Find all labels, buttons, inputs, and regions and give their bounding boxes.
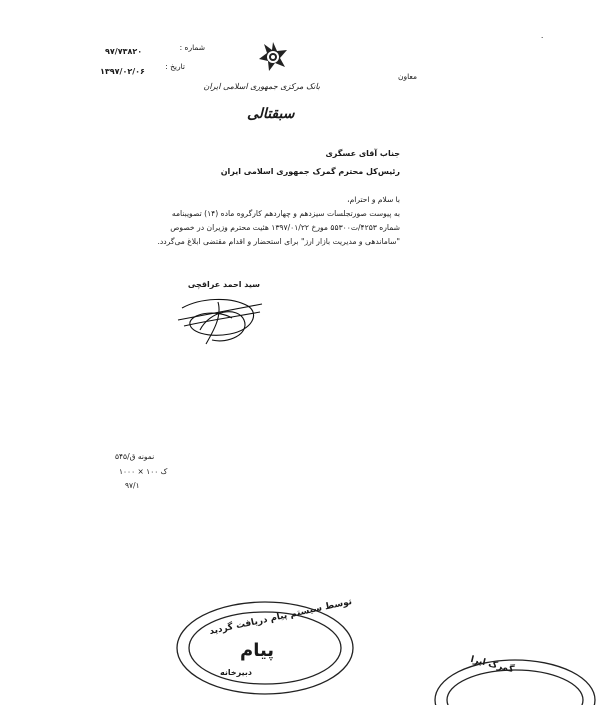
form-code-line-1: نمونه ق/۵۴۵	[115, 452, 155, 461]
stamp-received-text: توسط سیستم پیام دریافت گردید	[208, 596, 353, 638]
recipient-title: رئیس‌کل محترم گمرک جمهوری اسلامی ایران	[220, 167, 400, 176]
greeting: با سلام و احترام،	[347, 195, 400, 204]
central-bank-emblem-icon	[256, 40, 290, 74]
body-line-3: "ساماندهی و مدیریت بازار ارز" برای استحضار و اقدام مقتضی ابلاغ می‌گردد.	[157, 237, 400, 246]
bank-motto: سبقتالی	[247, 106, 295, 122]
body-line-1: به پیوست صورتجلسات سیزدهم و چهاردهم کارگروه ماده (۱۴) تصویبنامه	[171, 209, 400, 218]
letter-number: ۹۷/۷۳۸۲۰	[105, 47, 143, 56]
stamp-customs-text: گمرک ایرا	[469, 654, 515, 676]
form-code-line-3: ۹۷/۱	[125, 481, 140, 490]
signatory-name: سید احمد عراقچی	[187, 280, 260, 289]
stamp-bottom-text: دبیرخانه	[220, 668, 252, 677]
date-label: تاریخ :	[165, 62, 185, 71]
handwritten-signature	[170, 290, 270, 350]
number-label: شماره :	[179, 43, 205, 52]
customs-stamp-partial	[430, 645, 596, 705]
form-code-line-2: ۱۰۰۰ × ۱۰۰ ک	[119, 467, 168, 476]
stamp-payam: پیام	[240, 640, 275, 661]
recipient-salutation: جناب آقای عسگری	[325, 149, 400, 158]
body-line-2: شماره ۴۲۵۳/ت۵۵۳۰۰ مورخ ۱۳۹۷/۰۱/۲۲ هئیت محترم وزیران در خصوص	[170, 223, 400, 232]
bank-name: بانک مرکزی جمهوری اسلامی ایران	[203, 82, 320, 91]
deputy-role: معاون	[398, 72, 418, 81]
corner-mark: ۰	[540, 33, 545, 42]
letter-date: ۱۳۹۷/۰۲/۰۶	[100, 67, 145, 76]
